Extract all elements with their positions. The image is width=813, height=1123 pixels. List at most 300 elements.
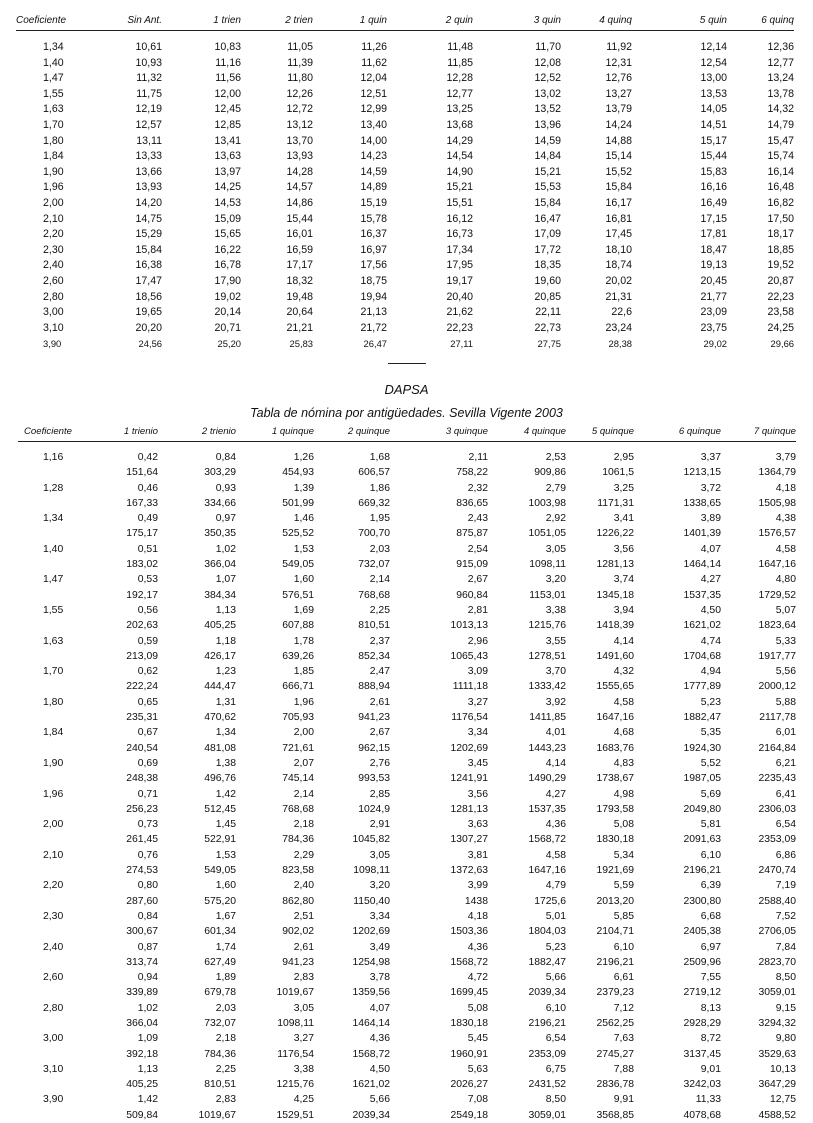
value-cell: 3,38	[293, 1063, 314, 1075]
coefficient-cell	[18, 924, 78, 939]
value-cell: 12,04	[360, 72, 387, 85]
coefficient-cell: 2,10	[43, 212, 64, 225]
column-header: 6 quinq	[727, 10, 794, 31]
value-cell: 1051,05	[528, 528, 566, 540]
value-cell: 192,17	[126, 589, 158, 601]
value-cell: 0,73	[137, 819, 158, 831]
value-cell: 1,85	[293, 666, 314, 678]
table-row	[18, 1077, 796, 1092]
value-cell: 426,17	[204, 650, 236, 662]
value-cell: 14,00	[360, 134, 387, 147]
value-cell: 444,47	[204, 681, 236, 693]
coefficient-cell: 2,30	[43, 243, 64, 256]
value-cell: 1621,02	[352, 1079, 390, 1091]
value-cell: 3294,32	[758, 1017, 796, 1029]
spacer-row	[18, 442, 796, 451]
value-cell: 29,02	[703, 338, 727, 350]
value-cell: 2104,71	[596, 926, 634, 938]
value-cell: 13,66	[135, 165, 162, 178]
value-cell: 6,10	[700, 849, 721, 861]
value-cell: 1281,13	[596, 559, 634, 571]
value-cell: 16,47	[534, 212, 561, 225]
value-cell: 17,09	[534, 228, 561, 241]
coefficient-cell: 1,47	[43, 574, 64, 586]
table-row	[18, 878, 796, 893]
value-cell: 3,81	[467, 849, 488, 861]
table-row	[18, 940, 796, 955]
table-row	[18, 1016, 796, 1031]
value-cell: 13,70	[286, 134, 313, 147]
value-cell: 384,34	[204, 589, 236, 601]
value-cell: 15,09	[214, 212, 241, 225]
coefficient-cell	[18, 802, 78, 817]
value-cell: 639,26	[282, 650, 314, 662]
value-cell: 3,92	[545, 696, 566, 708]
value-cell: 4,68	[613, 727, 634, 739]
column-header: 4 quinque	[488, 426, 566, 442]
value-cell: 2000,12	[758, 681, 796, 693]
value-cell: 21,72	[360, 321, 387, 334]
value-cell: 5,59	[613, 880, 634, 892]
value-cell: 1729,52	[758, 589, 796, 601]
value-cell: 1,02	[137, 1002, 158, 1014]
value-cell: 836,65	[456, 497, 488, 509]
value-cell: 11,26	[361, 41, 387, 53]
value-cell: 21,77	[700, 290, 727, 303]
value-cell: 10,13	[769, 1063, 796, 1075]
value-cell: 2,61	[293, 941, 314, 953]
value-cell: 1,86	[369, 482, 390, 494]
value-cell: 1647,16	[758, 559, 796, 571]
coefficient-cell	[18, 741, 78, 756]
coefficient-cell: 1,90	[43, 757, 64, 769]
coefficient-cell: 3,00	[43, 306, 64, 319]
value-cell: 23,58	[767, 306, 794, 319]
value-cell: 222,24	[126, 681, 158, 693]
value-cell: 3,27	[467, 696, 488, 708]
coefficient-cell: 1,40	[43, 56, 64, 69]
value-cell: 1621,02	[683, 620, 721, 632]
value-cell: 1793,58	[596, 803, 634, 815]
value-cell: 1924,30	[683, 742, 721, 754]
value-cell: 1529,51	[276, 1109, 314, 1121]
coefficient-cell: 1,63	[43, 103, 64, 116]
table-row	[16, 56, 794, 72]
value-cell: 13,40	[360, 118, 387, 131]
value-cell: 2,25	[369, 604, 390, 616]
value-cell: 6,21	[775, 757, 796, 769]
value-cell: 1576,57	[758, 528, 796, 540]
value-cell: 2235,43	[758, 773, 796, 785]
value-cell: 512,45	[204, 803, 236, 815]
value-cell: 19,52	[767, 259, 794, 272]
value-cell: 1213,15	[683, 467, 721, 479]
value-cell: 14,75	[135, 212, 162, 225]
column-header: 7 quinque	[721, 426, 796, 442]
value-cell: 1804,03	[528, 926, 566, 938]
value-cell: 1960,91	[450, 1048, 488, 1060]
value-cell: 1443,23	[528, 742, 566, 754]
coefficient-cell	[18, 832, 78, 847]
value-cell: 23,09	[700, 306, 727, 319]
value-cell: 20,64	[286, 306, 313, 319]
table-row	[18, 572, 796, 587]
value-cell: 20,85	[534, 290, 561, 303]
value-cell: 3,34	[467, 727, 488, 739]
coefficient-cell: 1,84	[43, 150, 64, 163]
coefficient-cell	[18, 985, 78, 1000]
table-row	[16, 87, 794, 103]
value-cell: 22,73	[534, 321, 561, 334]
table-row	[18, 1092, 796, 1107]
value-cell: 4,58	[613, 696, 634, 708]
value-cell: 15,44	[700, 150, 727, 163]
value-cell: 1537,35	[683, 589, 721, 601]
value-cell: 2562,25	[596, 1017, 634, 1029]
value-cell: 17,72	[534, 243, 561, 256]
value-cell: 17,17	[286, 259, 313, 272]
value-cell: 9,91	[613, 1094, 634, 1106]
value-cell: 2049,80	[683, 803, 721, 815]
value-cell: 14,59	[360, 165, 387, 178]
value-cell: 1,69	[293, 604, 314, 616]
coefficient-cell: 1,55	[43, 87, 64, 100]
value-cell: 248,38	[126, 773, 158, 785]
value-cell: 6,54	[545, 1033, 566, 1045]
value-cell: 334,66	[204, 497, 236, 509]
value-cell: 3,63	[467, 819, 488, 831]
value-cell: 2,81	[467, 604, 488, 616]
value-cell: 4,27	[700, 574, 721, 586]
value-cell: 19,13	[700, 259, 727, 272]
coefficient-cell: 3,10	[43, 321, 64, 334]
value-cell: 2196,21	[683, 865, 721, 877]
value-cell: 18,35	[534, 259, 561, 272]
value-cell: 26,47	[363, 338, 387, 350]
value-cell: 18,17	[767, 228, 794, 241]
value-cell: 0,97	[215, 513, 236, 525]
value-cell: 6,86	[775, 849, 796, 861]
value-cell: 549,05	[204, 865, 236, 877]
value-cell: 732,07	[204, 1017, 236, 1029]
value-cell: 2379,23	[596, 987, 634, 999]
value-cell: 3568,85	[596, 1109, 634, 1121]
value-cell: 16,48	[767, 181, 794, 194]
value-cell: 2,67	[369, 727, 390, 739]
value-cell: 12,19	[135, 103, 162, 116]
value-cell: 15,65	[214, 228, 241, 241]
value-cell: 0,71	[137, 788, 158, 800]
value-cell: 1,95	[369, 513, 390, 525]
column-header: 1 trien	[162, 10, 241, 31]
value-cell: 17,34	[446, 243, 473, 256]
value-cell: 2,83	[215, 1094, 236, 1106]
value-cell: 3,99	[467, 880, 488, 892]
value-cell: 2,47	[369, 666, 390, 678]
value-cell: 1,13	[215, 604, 236, 616]
value-cell: 167,33	[126, 497, 158, 509]
table-row	[18, 542, 796, 557]
coefficient-cell	[18, 526, 78, 541]
value-cell: 1241,91	[450, 773, 488, 785]
value-cell: 19,02	[214, 290, 241, 303]
value-cell: 1176,54	[277, 1048, 314, 1060]
value-cell: 745,14	[282, 773, 314, 785]
value-cell: 19,94	[360, 290, 387, 303]
value-cell: 11,62	[361, 56, 387, 69]
table-row	[18, 1047, 796, 1062]
value-cell: 1171,31	[597, 497, 634, 509]
value-cell: 20,20	[135, 321, 162, 334]
value-cell: 13,78	[767, 87, 794, 100]
value-cell: 3,79	[775, 452, 796, 463]
value-cell: 14,25	[214, 181, 241, 194]
value-cell: 2,14	[369, 574, 390, 586]
value-cell: 2470,74	[758, 865, 796, 877]
value-cell: 6,61	[613, 972, 634, 984]
value-cell: 5,88	[775, 696, 796, 708]
column-header: 3 quinque	[390, 426, 488, 442]
value-cell: 15,52	[605, 165, 632, 178]
value-cell: 12,57	[135, 118, 162, 131]
value-cell: 2928,29	[683, 1017, 721, 1029]
value-cell: 12,77	[446, 87, 473, 100]
value-cell: 13,33	[135, 150, 162, 163]
value-cell: 2039,34	[352, 1109, 390, 1121]
value-cell: 5,56	[775, 666, 796, 678]
column-header: 1 quinque	[236, 426, 314, 442]
value-cell: 17,90	[214, 274, 241, 287]
table-row	[16, 102, 794, 118]
value-cell: 21,21	[286, 321, 313, 334]
value-cell: 5,85	[613, 910, 634, 922]
value-cell: 3,55	[545, 635, 566, 647]
table-row	[16, 149, 794, 165]
value-cell: 17,47	[135, 274, 162, 287]
value-cell: 29,66	[770, 338, 794, 350]
coefficient-cell: 1,55	[43, 604, 64, 616]
value-cell: 549,05	[282, 559, 314, 571]
table-row	[16, 258, 794, 274]
value-cell: 1491,60	[596, 650, 634, 662]
value-cell: 1,53	[215, 849, 236, 861]
coefficient-cell	[18, 649, 78, 664]
value-cell: 6,75	[545, 1063, 566, 1075]
column-header: 5 quin	[632, 10, 727, 31]
coefficient-cell: 1,96	[43, 181, 64, 194]
value-cell: 2,03	[215, 1002, 236, 1014]
value-cell: 3,56	[467, 788, 488, 800]
value-cell: 213,09	[126, 650, 158, 662]
table-row	[18, 679, 796, 694]
value-cell: 14,59	[534, 134, 561, 147]
value-cell: 21,13	[360, 306, 387, 319]
column-header: 5 quinque	[566, 426, 634, 442]
table-row	[18, 863, 796, 878]
value-cell: 1,89	[215, 972, 236, 984]
value-cell: 768,68	[282, 803, 314, 815]
table-row	[16, 40, 794, 56]
value-cell: 2196,21	[528, 1017, 566, 1029]
value-cell: 2,95	[613, 452, 634, 463]
value-cell: 1568,72	[528, 834, 566, 846]
value-cell: 810,51	[204, 1079, 236, 1091]
table-row	[18, 832, 796, 847]
value-cell: 496,76	[204, 773, 236, 785]
value-cell: 1,39	[293, 482, 314, 494]
value-cell: 27,75	[537, 338, 561, 350]
value-cell: 15,21	[446, 181, 473, 194]
value-cell: 909,86	[534, 467, 566, 479]
value-cell: 4,50	[700, 604, 721, 616]
spacer-row	[16, 31, 794, 41]
value-cell: 4078,68	[683, 1109, 721, 1121]
value-cell: 669,32	[358, 497, 390, 509]
value-cell: 5,63	[467, 1063, 488, 1075]
value-cell: 22,23	[446, 321, 473, 334]
table-row	[18, 955, 796, 970]
value-cell: 1411,85	[529, 712, 566, 724]
value-cell: 1176,54	[451, 712, 488, 724]
table-row	[18, 664, 796, 679]
value-cell: 0,56	[137, 604, 158, 616]
value-cell: 4,80	[775, 574, 796, 586]
value-cell: 2,11	[468, 452, 488, 463]
value-cell: 481,08	[204, 742, 236, 754]
value-cell: 4,94	[700, 666, 721, 678]
value-cell: 1,42	[215, 788, 236, 800]
table-row	[16, 243, 794, 259]
value-cell: 2,79	[545, 482, 566, 494]
value-cell: 1024,9	[358, 803, 390, 815]
value-cell: 13,63	[214, 150, 241, 163]
value-cell: 10,61	[135, 41, 162, 53]
coefficient-cell: 1,84	[43, 727, 64, 739]
table-row	[16, 274, 794, 290]
value-cell: 888,94	[358, 681, 390, 693]
section-title: DAPSA	[384, 382, 429, 397]
value-cell: 14,29	[446, 134, 473, 147]
value-cell: 0,51	[137, 543, 158, 555]
value-cell: 1464,14	[352, 1017, 390, 1029]
value-cell: 12,77	[767, 56, 794, 69]
value-cell: 2,83	[293, 972, 314, 984]
value-cell: 1555,65	[596, 681, 634, 693]
value-cell: 22,11	[535, 306, 561, 319]
table-row	[18, 924, 796, 939]
value-cell: 1215,76	[276, 1079, 314, 1091]
value-cell: 1490,29	[528, 773, 566, 785]
value-cell: 1568,72	[352, 1048, 390, 1060]
value-cell: 12,14	[700, 41, 727, 53]
value-cell: 3059,01	[528, 1109, 566, 1121]
value-cell: 2,07	[293, 757, 314, 769]
value-cell: 8,72	[700, 1033, 721, 1045]
value-cell: 21,31	[605, 290, 632, 303]
value-cell: 12,75	[769, 1094, 796, 1106]
coefficient-cell: 1,28	[43, 482, 64, 494]
value-cell: 12,52	[534, 72, 561, 85]
value-cell: 3,78	[369, 972, 390, 984]
value-cell: 12,54	[700, 56, 727, 69]
value-cell: 1568,72	[450, 956, 488, 968]
value-cell: 18,85	[767, 243, 794, 256]
value-cell: 4,36	[369, 1033, 390, 1045]
coefficient-cell: 1,34	[43, 41, 64, 53]
table-row	[18, 603, 796, 618]
value-cell: 240,54	[126, 742, 158, 754]
salary-table-1	[16, 10, 794, 352]
value-cell: 1,42	[137, 1094, 158, 1106]
value-cell: 13,41	[214, 134, 241, 147]
value-cell: 25,83	[289, 338, 313, 350]
value-cell: 2,40	[293, 880, 314, 892]
value-cell: 5,08	[467, 1002, 488, 1014]
value-cell: 2706,05	[758, 926, 796, 938]
value-cell: 4,58	[775, 543, 796, 555]
value-cell: 20,02	[605, 274, 632, 287]
value-cell: 16,01	[286, 228, 313, 241]
coefficient-cell: 1,47	[43, 72, 64, 85]
coefficient-cell: 3,10	[43, 1063, 64, 1075]
coefficient-cell: 2,40	[43, 259, 64, 272]
value-cell: 1537,35	[528, 803, 566, 815]
value-cell: 2,53	[545, 452, 566, 463]
table-row	[18, 985, 796, 1000]
value-cell: 15,19	[360, 196, 387, 209]
value-cell: 12,31	[605, 56, 632, 69]
column-header: Sin Ant.	[76, 10, 162, 31]
value-cell: 5,08	[613, 819, 634, 831]
value-cell: 1278,51	[528, 650, 566, 662]
value-cell: 7,12	[613, 1002, 634, 1014]
value-cell: 3137,45	[683, 1048, 721, 1060]
value-cell: 12,08	[534, 56, 561, 69]
value-cell: 732,07	[358, 559, 390, 571]
value-cell: 15,29	[135, 228, 162, 241]
table-row	[16, 165, 794, 181]
value-cell: 13,68	[446, 118, 473, 131]
value-cell: 1699,45	[450, 987, 488, 999]
value-cell: 2300,80	[683, 895, 721, 907]
value-cell: 2,92	[545, 513, 566, 525]
value-cell: 852,34	[358, 650, 390, 662]
coefficient-cell: 2,00	[43, 819, 64, 831]
value-cell: 15,53	[534, 181, 561, 194]
coefficient-cell	[18, 679, 78, 694]
value-cell: 823,58	[282, 865, 314, 877]
value-cell: 2,43	[467, 513, 488, 525]
value-cell: 1,68	[369, 452, 390, 463]
value-cell: 1,09	[137, 1033, 158, 1045]
value-cell: 18,75	[360, 274, 387, 287]
value-cell: 1882,47	[683, 712, 721, 724]
value-cell: 915,09	[456, 559, 488, 571]
value-cell: 12,85	[214, 118, 241, 131]
value-cell: 4,50	[369, 1063, 390, 1075]
value-cell: 13,24	[767, 72, 794, 85]
coefficient-cell	[18, 894, 78, 909]
column-header: 2 quinque	[314, 426, 390, 442]
value-cell: 13,00	[700, 72, 727, 85]
value-cell: 1418,39	[596, 620, 634, 632]
table-row	[18, 741, 796, 756]
value-cell: 13,12	[286, 118, 313, 131]
coefficient-cell: 1,40	[43, 543, 64, 555]
value-cell: 0,62	[137, 666, 158, 678]
column-header: 1 trienio	[78, 426, 158, 442]
table-row	[18, 618, 796, 633]
